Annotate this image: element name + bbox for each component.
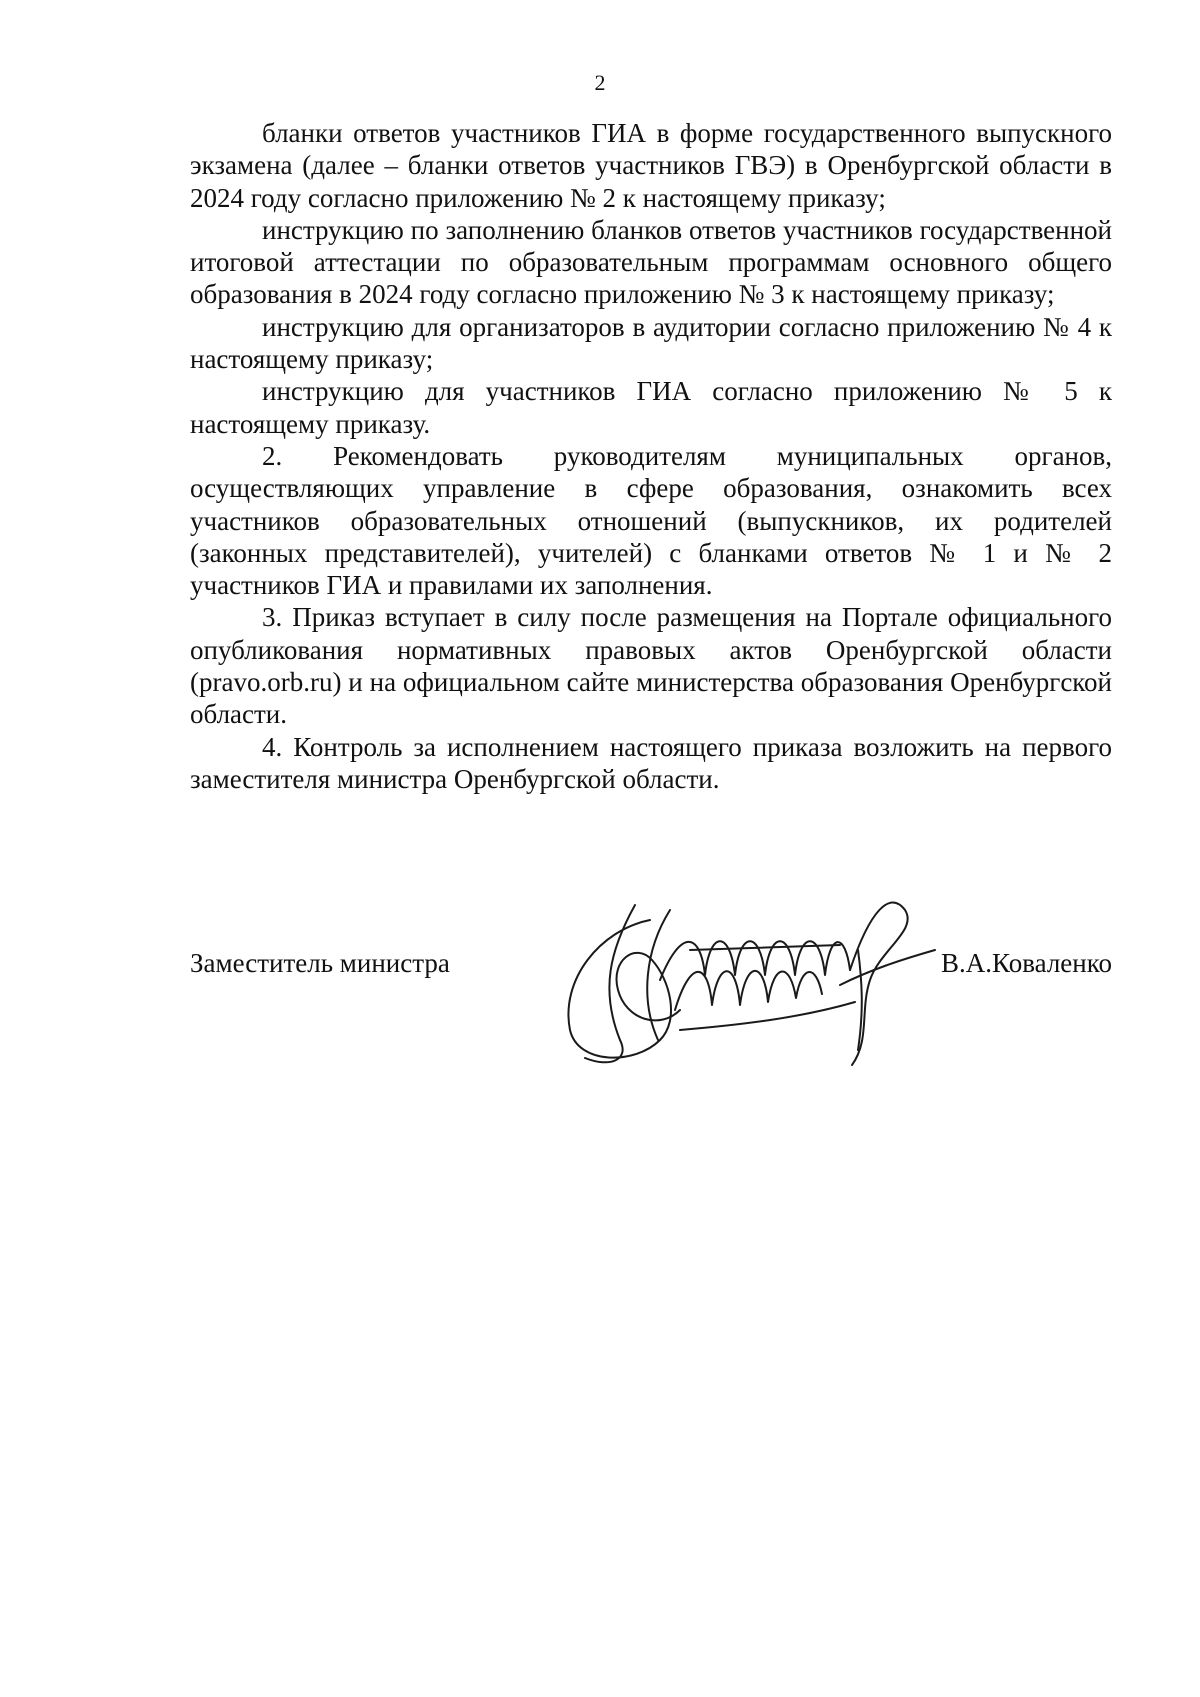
signature-block [190,900,1112,1080]
paragraph-answer-forms-gve: бланки ответов участников ГИА в форме государственного выпускного экзамена (далее – бланки ответов участников ГВЭ) в Оренбургской области в 2024 году согласно приложению № 2 к настоящему приказу; [190,118,1112,213]
page-number: 2 [594,70,606,95]
paragraph-item-4: 4. Контроль за исполнением настоящего приказа возложить на первого заместителя министра Оренбургской области. [190,731,1112,794]
signatory-name: В.А.Коваленко [941,948,1112,978]
paragraph-organizers-instruction: инструкцию для организаторов в аудитории согласно приложению № 4 к настоящему приказу; [190,311,1112,375]
signatory-position: Заместитель министра [190,948,450,978]
paragraph-item-3: 3. Приказ вступает в силу после размещения на Портале официального опубликования нормативных правовых актов Оренбургской области (pravo.orb.ru) и на официальном сайте министерства образования Оренбургской области. [190,602,1112,730]
handwritten-signature [540,890,960,1070]
paragraph-participants-instruction: инструкцию для участников ГИА согласно приложению № 5 к настоящему приказу. [190,376,1112,439]
paragraph-item-2: 2. Рекомендовать руководителям муниципальных органов, осуществляющих управление в сфере образования, ознакомить всех участников образовательных отношений (выпускников, их родителей (законных представителей), учителей) с бланками ответов № 1 и № 2 участников ГИА и правилами их заполнения. [190,440,1112,601]
document-body [190,117,1112,795]
paragraph-filling-instruction: инструкцию по заполнению бланков ответов участников государственной итоговой аттестации по образовательным программам основного общего образования в 2024 году согласно приложению № 3 к настоящему приказу; [190,214,1112,310]
